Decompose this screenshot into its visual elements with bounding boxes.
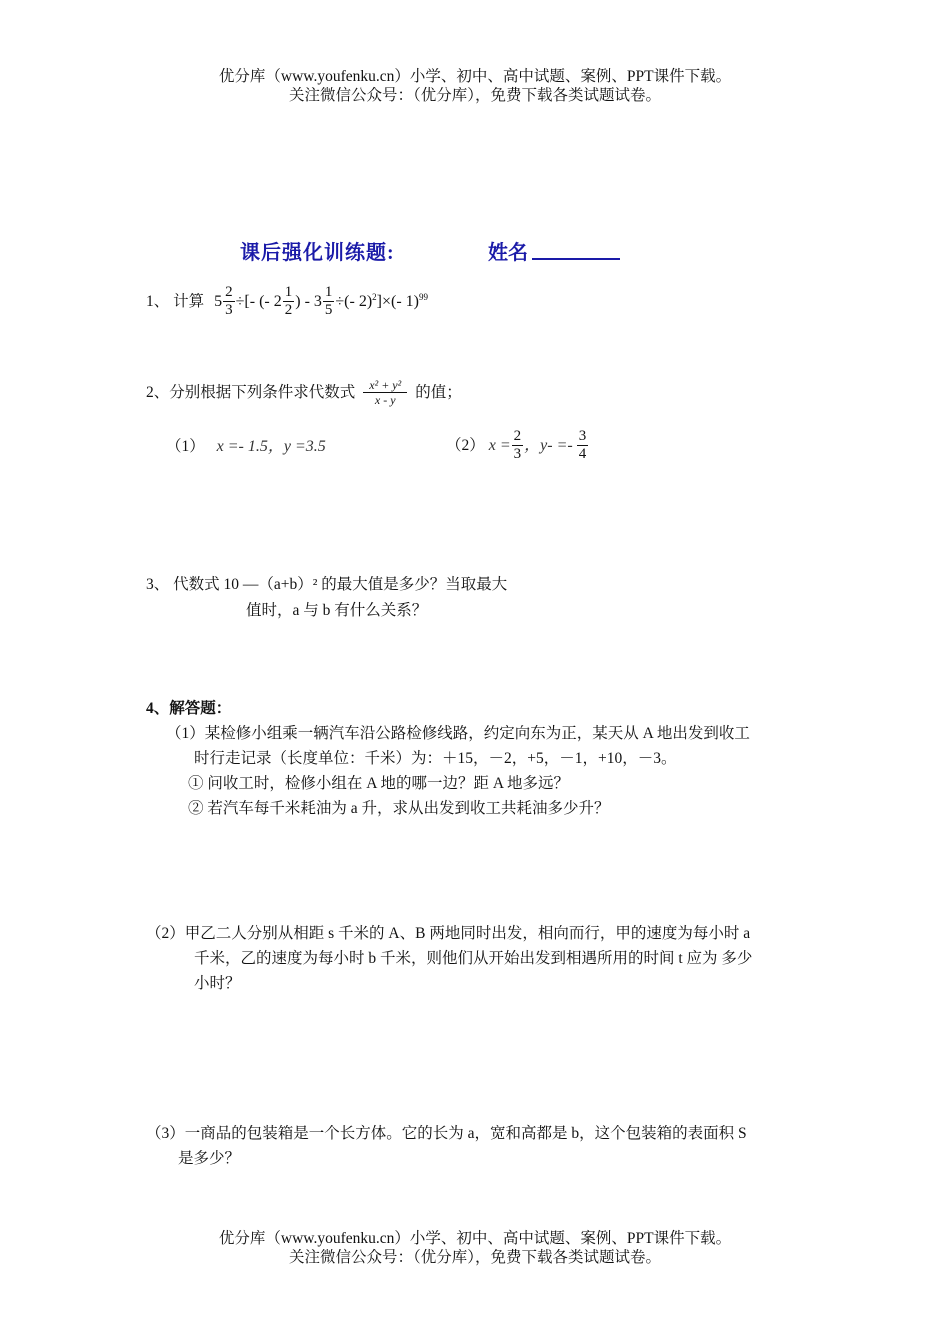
q4-heading: 4、解答题： <box>146 700 232 717</box>
q1-frac-a-num: 2 <box>225 284 233 300</box>
q4-p3-line-1: （3）一商品的包装箱是一个长方体。它的长为 a，宽和高都是 b，这个包装箱的表面积 S <box>146 1125 747 1142</box>
q1-whole-a: 5 <box>214 292 223 310</box>
q4-p3-line-2: 是多少？ <box>178 1150 241 1167</box>
name-blank-line <box>532 258 620 260</box>
q4-p2-line-3: 小时？ <box>194 975 241 992</box>
q1-op1: ÷[- (- 2 <box>235 292 282 310</box>
q1-exp-99: 99 <box>419 292 428 302</box>
q4-p1-line-1: （1）某检修小组乘一辆汽车沿公路检修线路，约定向东为正，某天从 A 地出发到收工 <box>166 725 750 742</box>
q2-part1-label: （1） <box>166 438 205 455</box>
q2-part2-y: ，y- =- <box>524 436 573 454</box>
q2-part2-xfrac <box>512 428 524 463</box>
q2-expression-frac <box>363 378 407 407</box>
q2-part1-expr: x =- 1.5，y =3.5 <box>216 438 326 455</box>
q4-p2-line-1: （2）甲乙二人分别从相距 s 千米的 A、B 两地同时出发，相向而行，甲的速度为每小时 a <box>146 925 751 942</box>
q2-part2-xnum: 2 <box>513 428 522 444</box>
page-title: 课后强化训练题: <box>240 242 395 264</box>
header-line-1: 优分库（www.youfenku.cn）小学、初中、高中试题、案例、PPT课件下载。 <box>218 68 732 85</box>
header-line-2: 关注微信公众号：（优分库），免费下载各类试题试卷。 <box>288 87 661 104</box>
q2-prefix: 2、分别根据下列条件求代数式 <box>146 383 356 401</box>
q4-p1-sub-2: ② 若汽车每千米耗油为 a 升，求从出发到收工共耗油多少升？ <box>188 800 610 817</box>
q1-op2: ) - 3 <box>295 292 322 310</box>
q2-suffix: 的值； <box>415 383 462 401</box>
q3-line-2: 值时，a 与 b 有什么关系？ <box>246 602 428 619</box>
footer-line-1: 优分库（www.youfenku.cn）小学、初中、高中试题、案例、PPT课件下载。 <box>218 1230 732 1247</box>
q2-part2-yfrac <box>577 428 589 463</box>
q1-prefix: 1、 计算 <box>146 292 205 310</box>
q2-frac-den: x - y <box>374 393 396 407</box>
q1-frac-b-num: 1 <box>284 284 293 300</box>
q1-frac-a <box>223 284 235 319</box>
q3-line-1: 3、 代数式 10 —（a+b）² 的最大值是多少？当取最大 <box>146 576 508 593</box>
footer-line-2: 关注微信公众号：（优分库），免费下载各类试题试卷。 <box>288 1249 661 1266</box>
q2-part2-xden: 3 <box>513 446 522 462</box>
q2-part2-yden: 4 <box>578 446 587 462</box>
q1-op3: ÷(- 2) <box>335 292 373 310</box>
question-1 <box>146 284 428 319</box>
q2-part2-x: x = <box>488 436 511 454</box>
q1-frac-b-den: 2 <box>284 302 293 318</box>
q2-frac-num: x² + y² <box>363 378 407 393</box>
question-2 <box>146 378 462 407</box>
q1-exp-2: 2 <box>372 292 377 302</box>
q2-part-1 <box>166 436 326 458</box>
q1-frac-b <box>283 284 295 319</box>
q2-part-2 <box>446 428 589 463</box>
q1-frac-c <box>323 284 335 319</box>
q4-p2-line-2: 千米，乙的速度为每小时 b 千米，则他们从开始出发到相遇所用的时间 t 应为 多少 <box>194 950 753 967</box>
q2-part2-label: （2） <box>446 436 485 454</box>
q2-part2-ynum: 3 <box>578 428 587 444</box>
q1-frac-a-den: 3 <box>225 302 233 318</box>
q1-frac-c-num: 1 <box>324 284 333 300</box>
q4-p1-sub-1: ① 问收工时，检修小组在 A 地的哪一边？距 A 地多远？ <box>188 775 570 792</box>
q1-frac-c-den: 5 <box>324 302 333 318</box>
name-label: 姓名 <box>488 242 528 264</box>
q1-op4: ]×(- 1) <box>376 292 419 310</box>
q4-p1-line-2: 时行走记录（长度单位：千米）为：＋15，－2，+5，－1，+10，－3。 <box>194 750 677 767</box>
